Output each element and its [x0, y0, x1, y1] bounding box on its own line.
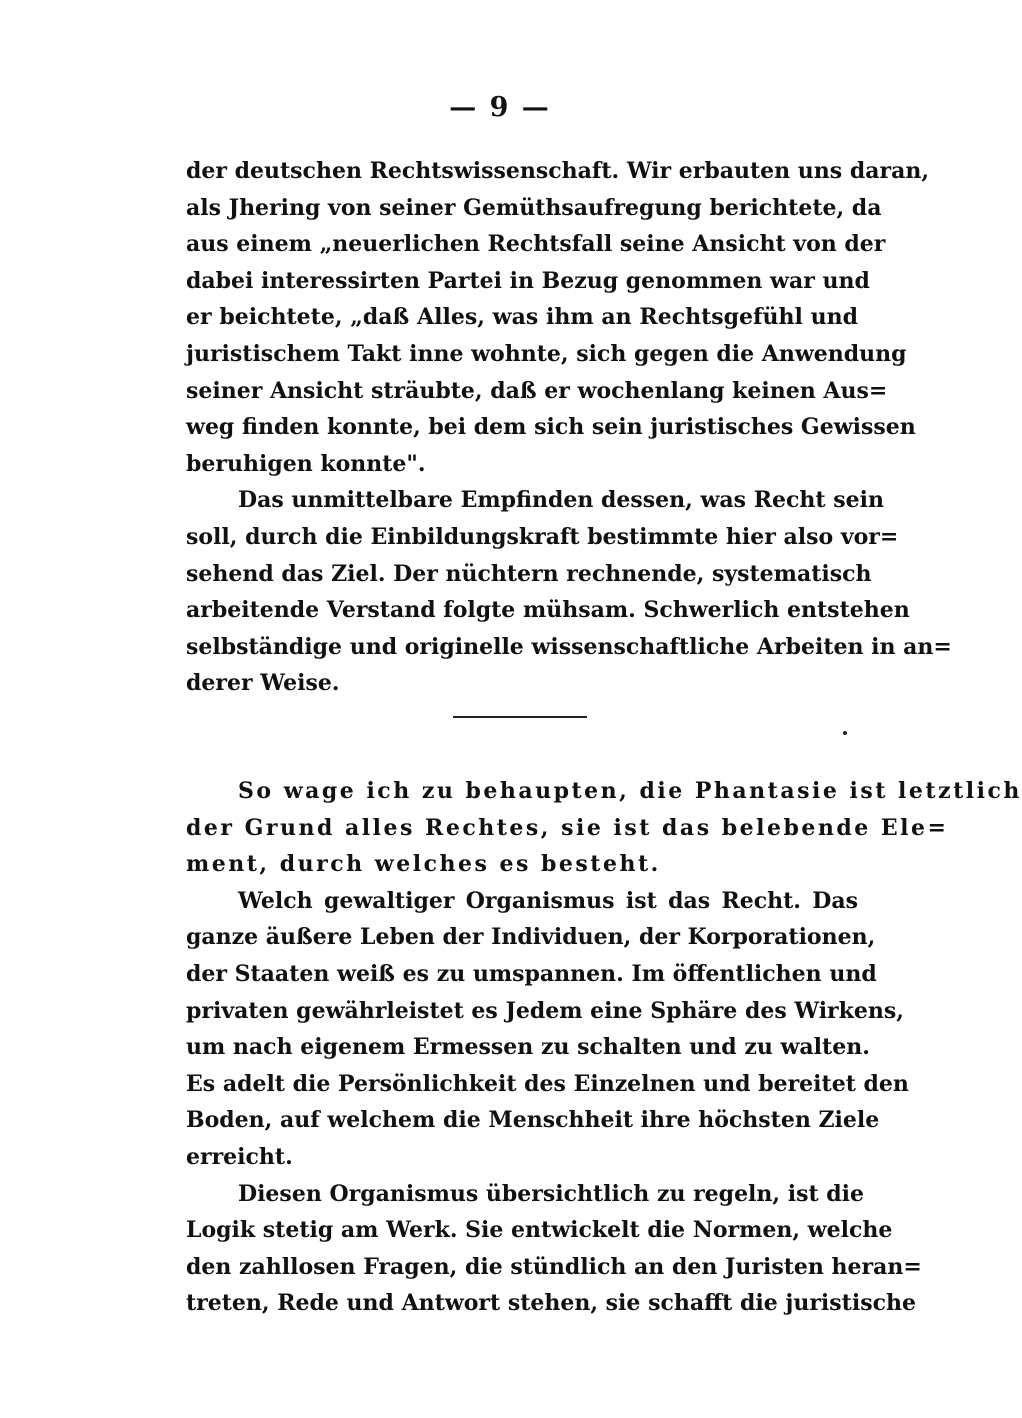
text-line: seiner Ansicht sträubte, daß er wochenlang keinen Aus= [186, 377, 888, 404]
text-line: ment, durch welches es besteht. [186, 851, 661, 878]
text-line: der Staaten weiß es zu umspannen. Im öffentlichen und [186, 960, 877, 987]
text-line: der Grund alles Rechtes, sie ist das belebende Ele= [186, 814, 949, 841]
text-section-1 [186, 153, 952, 702]
text-line: Es adelt die Persönlichkeit des Einzelnen und bereitet den [186, 1070, 909, 1097]
text-line: privaten gewährleistet es Jedem eine Sphäre des Wirkens, [186, 997, 904, 1024]
text-line: sehend das Ziel. Der nüchtern rechnende, systematisch [186, 560, 872, 587]
text-line: So wage ich zu behaupten, die Phantasie ist letztlich [238, 778, 1022, 804]
text-line: als Jhering von seiner Gemüthsaufregung berichtete, da [186, 194, 882, 221]
text-line: Diesen Organismus übersichtlich zu regeln, ist die [238, 1180, 865, 1207]
text-line: Logik stetig am Werk. Sie entwickelt die Normen, welche [186, 1217, 893, 1244]
text-line: beruhigen konnte". [186, 450, 426, 477]
text-line: weg finden konnte, bei dem sich sein juristisches Gewissen [186, 414, 916, 441]
text-line: den zahllosen Fragen, die stündlich an den Juristen heran= [186, 1253, 922, 1280]
text-line: Das unmittelbare Empfinden dessen, was Recht sein [238, 487, 884, 514]
text-section-2 [186, 773, 1022, 1322]
text-line: juristischem Takt inne wohnte, sich gegen die Anwendung [186, 340, 907, 367]
text-line: erreicht. [186, 1143, 293, 1170]
text-line: treten, Rede und Antwort stehen, sie schafft die juristische [186, 1290, 916, 1317]
section-divider [453, 716, 587, 718]
text-line: dabei interessirten Partei in Bezug genommen war und [186, 267, 870, 294]
print-speck [843, 731, 847, 735]
text-line: er beichtete, „daß Alles, was ihm an Rechtsgefühl und [186, 304, 858, 331]
text-line: um nach eigenem Ermessen zu schalten und zu walten. [186, 1034, 870, 1061]
text-line: aus einem „neuerlichen Rechtsfall seine Ansicht von der [186, 231, 886, 258]
text-line: derer Weise. [186, 670, 340, 697]
text-line: soll, durch die Einbildungskraft bestimmte hier also vor= [186, 523, 899, 550]
text-line: Boden, auf welchem die Menschheit ihre höchsten Ziele [186, 1107, 880, 1134]
page-number: — 9 — [449, 92, 551, 123]
text-line: arbeitende Verstand folgte mühsam. Schwerlich entstehen [186, 597, 910, 624]
text-line: Welch gewaltiger Organismus ist das Recht. Das [238, 887, 858, 914]
text-line: der deutschen Rechtswissenschaft. Wir erbauten uns daran, [186, 158, 929, 184]
text-line: ganze äußere Leben der Individuen, der Korporationen, [186, 924, 876, 951]
text-line: selbständige und originelle wissenschaftliche Arbeiten in an= [186, 633, 952, 660]
